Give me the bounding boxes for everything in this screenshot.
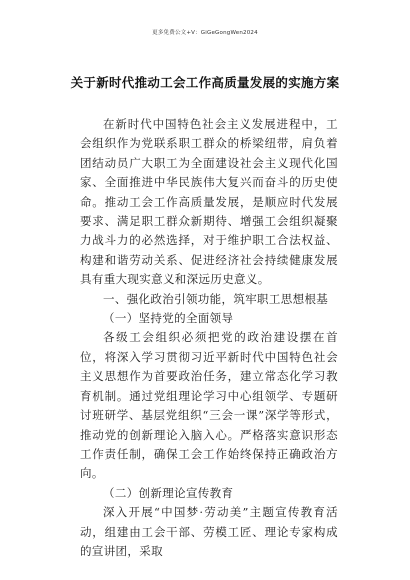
watermark-text: 更多免费公文+V：GiGeGongWen2024	[152, 30, 258, 36]
subsection-heading-1: （一）坚持党的全面领导	[103, 311, 234, 326]
intro-paragraph: 在新时代中国特色社会主义发展进程中，工会组织作为党联系职工群众的桥梁纽带，肩负着团结动员广大职工为全面建设社会主义现代化国家、全面推进中华民族伟大复兴而奋斗的历史使命。推动工会工作高质量发展，是顺应时代发展要求、满足职工群众新期待、增强工会组织凝聚力战斗力的必然选择，对于维护职工合法权益、构建和谐劳动关系、促进经济社会持续健康发展具有重大现实意义和深远历史意义。	[80, 117, 338, 287]
subsection-paragraph-2: 深入开展“中国梦·劳动美”主题宣传教育活动，组建由工会干部、劳模工匠、理论专家构成的宣讲团，采取	[80, 505, 338, 558]
subsection-heading-2: （二）创新理论宣传教育	[103, 485, 234, 500]
section-heading-1: 一、强化政治引领功能，筑牢职工思想根基	[103, 291, 329, 306]
document-title: 关于新时代推动工会工作高质量发展的实施方案	[70, 75, 340, 90]
document-body	[80, 115, 338, 561]
subsection-paragraph-1: 各级工会组织必须把党的政治建设摆在首位，将深入学习贯彻习近平新时代中国特色社会主义思想作为首要政治任务，建立常态化学习教育机制。通过党组理论学习中心组领学、专题研讨班研学、基层党组织“三会一课”深学等形式，推动党的创新理论入脑入心。严格落实意识形态工作责任制，确保工会工作始终保持正确政治方向。	[80, 330, 338, 481]
